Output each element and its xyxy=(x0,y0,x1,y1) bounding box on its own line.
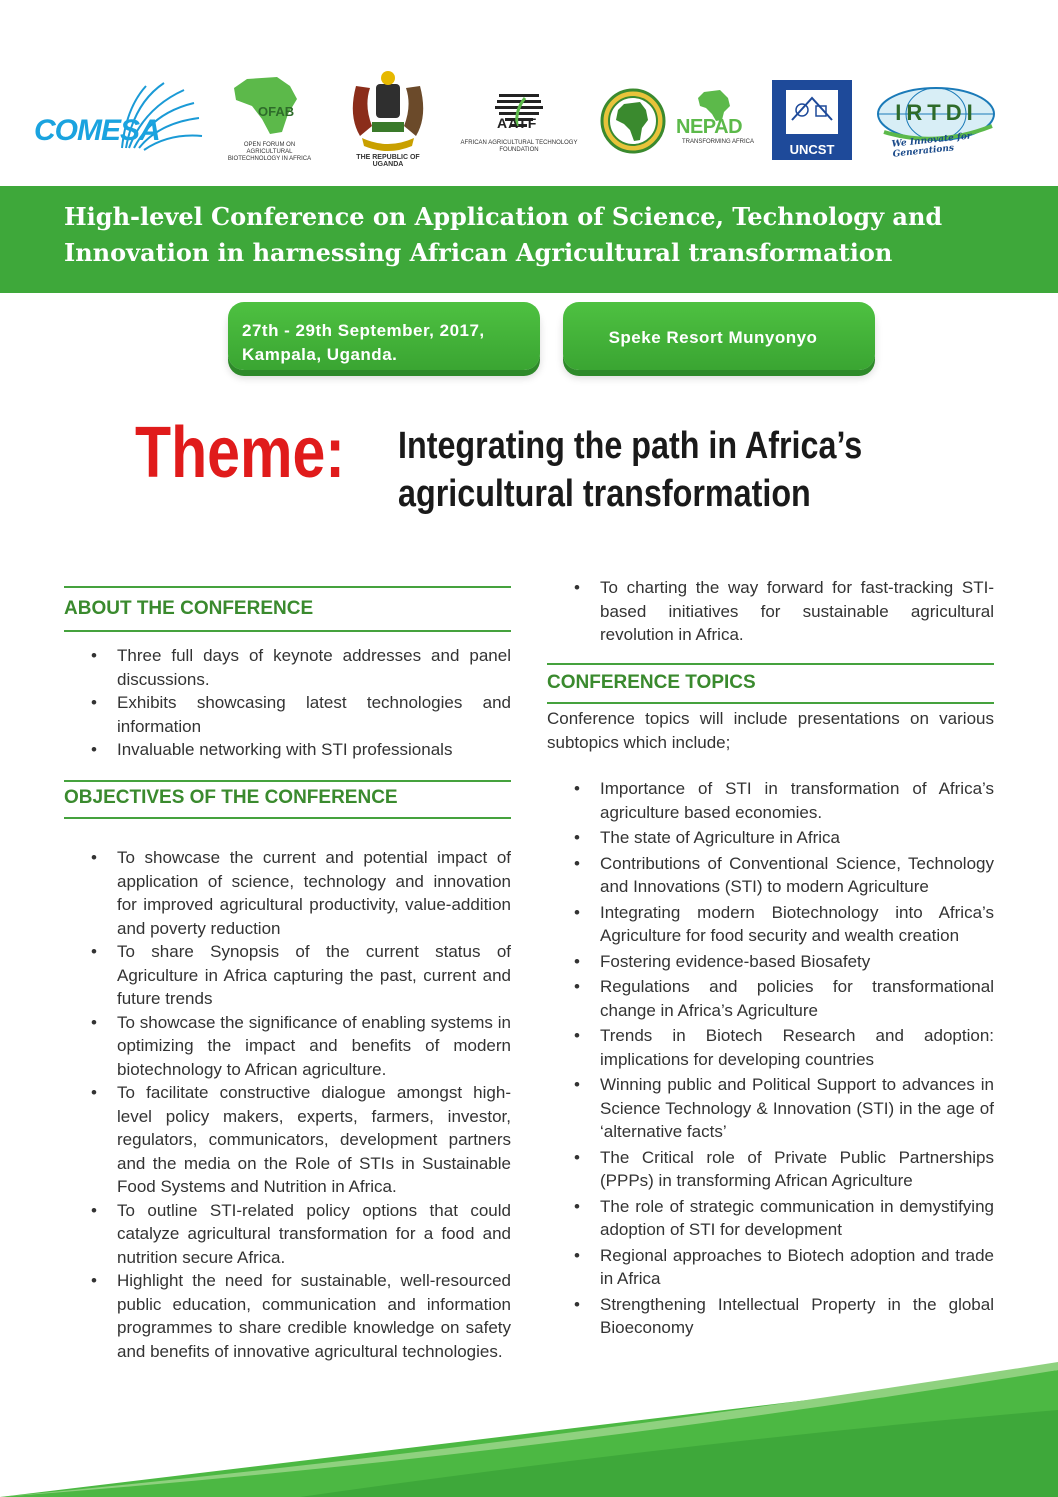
uncst-emblem-icon xyxy=(772,80,852,142)
list-item: • Importance of STI in transformation of Africa’s agriculture based economies. xyxy=(547,777,994,824)
list-item: • Contributions of Conventional Science, Technology and Innovations (STI) to modern Agriculture xyxy=(547,852,994,899)
list-item: • To showcase the current and potential impact of application of science, technology and innovation for improved agricultural productivity, value-addition and poverty reduction xyxy=(64,846,511,940)
uganda-coat-of-arms xyxy=(342,66,434,166)
nepad-logo xyxy=(676,88,760,150)
list-item: • Strengthening Intellectual Property in the global Bioeconomy xyxy=(547,1293,994,1340)
nepad-wordmark: NEPAD xyxy=(676,116,743,138)
nepad-caption: TRANSFORMING AFRICA xyxy=(681,139,754,145)
about-bottom-rule xyxy=(64,630,511,632)
theme-label: Theme: xyxy=(135,413,345,493)
event-date: 27th - 29th September, 2017, xyxy=(242,321,485,340)
theme-line2: agricultural transformation xyxy=(398,473,811,515)
ofab-caption: OPEN FORUM ON AGRICULTURAL BIOTECHNOLOGY IN AFRICA xyxy=(227,142,312,162)
uncst-logo xyxy=(772,80,852,160)
footer-swoosh xyxy=(0,1340,1058,1497)
list-item: • To outline STI-related policy options that could catalyze agricultural transformation for a food and nutrition secure Africa. xyxy=(64,1199,511,1270)
conference-title xyxy=(64,199,1024,271)
aatf-caption: AFRICAN AGRICULTURAL TECHNOLOGY FOUNDATION xyxy=(460,140,578,153)
venue-pill xyxy=(563,302,875,370)
topics-intro: Conference topics will include presentations on various subtopics which include; xyxy=(547,709,994,752)
aatf-wordmark: AATF xyxy=(497,115,538,131)
african-union-logo xyxy=(600,88,666,154)
conference-title-line1: High-level Conference on Application of Science, Technology and xyxy=(64,202,943,231)
comesa-wordmark: COMESA xyxy=(34,114,160,147)
theme-statement xyxy=(398,422,993,518)
aatf-logo xyxy=(455,90,583,165)
topics-heading: CONFERENCE TOPICS xyxy=(547,672,756,693)
objectives-top-rule xyxy=(64,780,511,782)
list-item: • Invaluable networking with STI professionals xyxy=(64,738,511,762)
topics-bottom-rule xyxy=(547,702,994,704)
date-location-pill xyxy=(228,302,540,370)
topics-list xyxy=(547,777,994,1342)
event-venue: Speke Resort Munyonyo xyxy=(608,328,818,347)
irtdi-logo xyxy=(874,86,999,160)
list-item: • Trends in Biotech Research and adoption: implications for developing countries xyxy=(547,1024,994,1071)
list-item: • The Critical role of Private Public Partnerships (PPPs) in transforming African Agriculture xyxy=(547,1146,994,1193)
list-item: • To showcase the significance of enabling systems in optimizing the impact and benefits of modern biotechnology to African agriculture. xyxy=(64,1011,511,1082)
african-union-emblem-icon xyxy=(600,88,666,154)
theme-line1: Integrating the path in Africa’s xyxy=(398,425,863,467)
about-heading: ABOUT THE CONFERENCE xyxy=(64,598,314,619)
topics-top-rule xyxy=(547,663,994,665)
irtdi-wordmark: IRTDI xyxy=(895,100,978,125)
list-item: • To charting the way forward for fast-tracking STI-based initiatives for sustainable agricultural revolution in Africa. xyxy=(547,576,994,647)
list-item: • The role of strategic communication in demystifying adoption of STI for development xyxy=(547,1195,994,1242)
list-item: • Exhibits showcasing latest technologies and information xyxy=(64,691,511,738)
list-item: • To facilitate constructive dialogue amongst high-level policy makers, experts, farmers, investor, regulators, communicators, development partners and the media on the Role of STIs in Sustainable Food Systems and Nutrition in Africa. xyxy=(64,1081,511,1199)
list-item: • To share Synopsis of the current status of Agriculture in Africa capturing the past, current and future trends xyxy=(64,940,511,1011)
objectives-bottom-rule xyxy=(64,817,511,819)
list-item: • Regulations and policies for transformational change in Africa’s Agriculture xyxy=(547,975,994,1022)
objectives-heading: OBJECTIVES OF THE CONFERENCE xyxy=(64,787,398,808)
ofab-logo xyxy=(222,74,317,166)
ofab-wordmark: OFAB xyxy=(258,104,295,119)
list-item: • Highlight the need for sustainable, well-resourced public education, communication and information programmes to share credible knowledge on safety and benefits of innovative agricultural technologies. xyxy=(64,1269,511,1363)
list-item: • The state of Agriculture in Africa xyxy=(547,826,994,850)
about-list xyxy=(64,644,511,762)
event-location: Kampala, Uganda. xyxy=(242,345,398,364)
conference-title-line2: Innovation in harnessing African Agricultural transformation xyxy=(64,238,893,267)
list-item: • Three full days of keynote addresses and panel discussions. xyxy=(64,644,511,691)
comesa-logo xyxy=(34,78,204,158)
uncst-wordmark: UNCST xyxy=(789,142,835,157)
coat-of-arms-icon xyxy=(342,66,434,152)
objectives-list xyxy=(64,846,511,1363)
objectives-list-continued xyxy=(547,576,994,647)
list-item: • Winning public and Political Support to advances in Science Technology & Innovation (STI) in the age of ‘alternative facts’ xyxy=(547,1073,994,1144)
irtdi-caption: We Innovate for Generations xyxy=(891,131,973,160)
list-item: • Integrating modern Biotechnology into Africa’s Agriculture for food security and wealth creation xyxy=(547,901,994,948)
about-top-rule xyxy=(64,586,511,588)
uganda-caption: THE REPUBLIC OF UGANDA xyxy=(356,154,420,168)
list-item: • Fostering evidence-based Biosafety xyxy=(547,950,994,974)
list-item: • Regional approaches to Biotech adoption and trade in Africa xyxy=(547,1244,994,1291)
